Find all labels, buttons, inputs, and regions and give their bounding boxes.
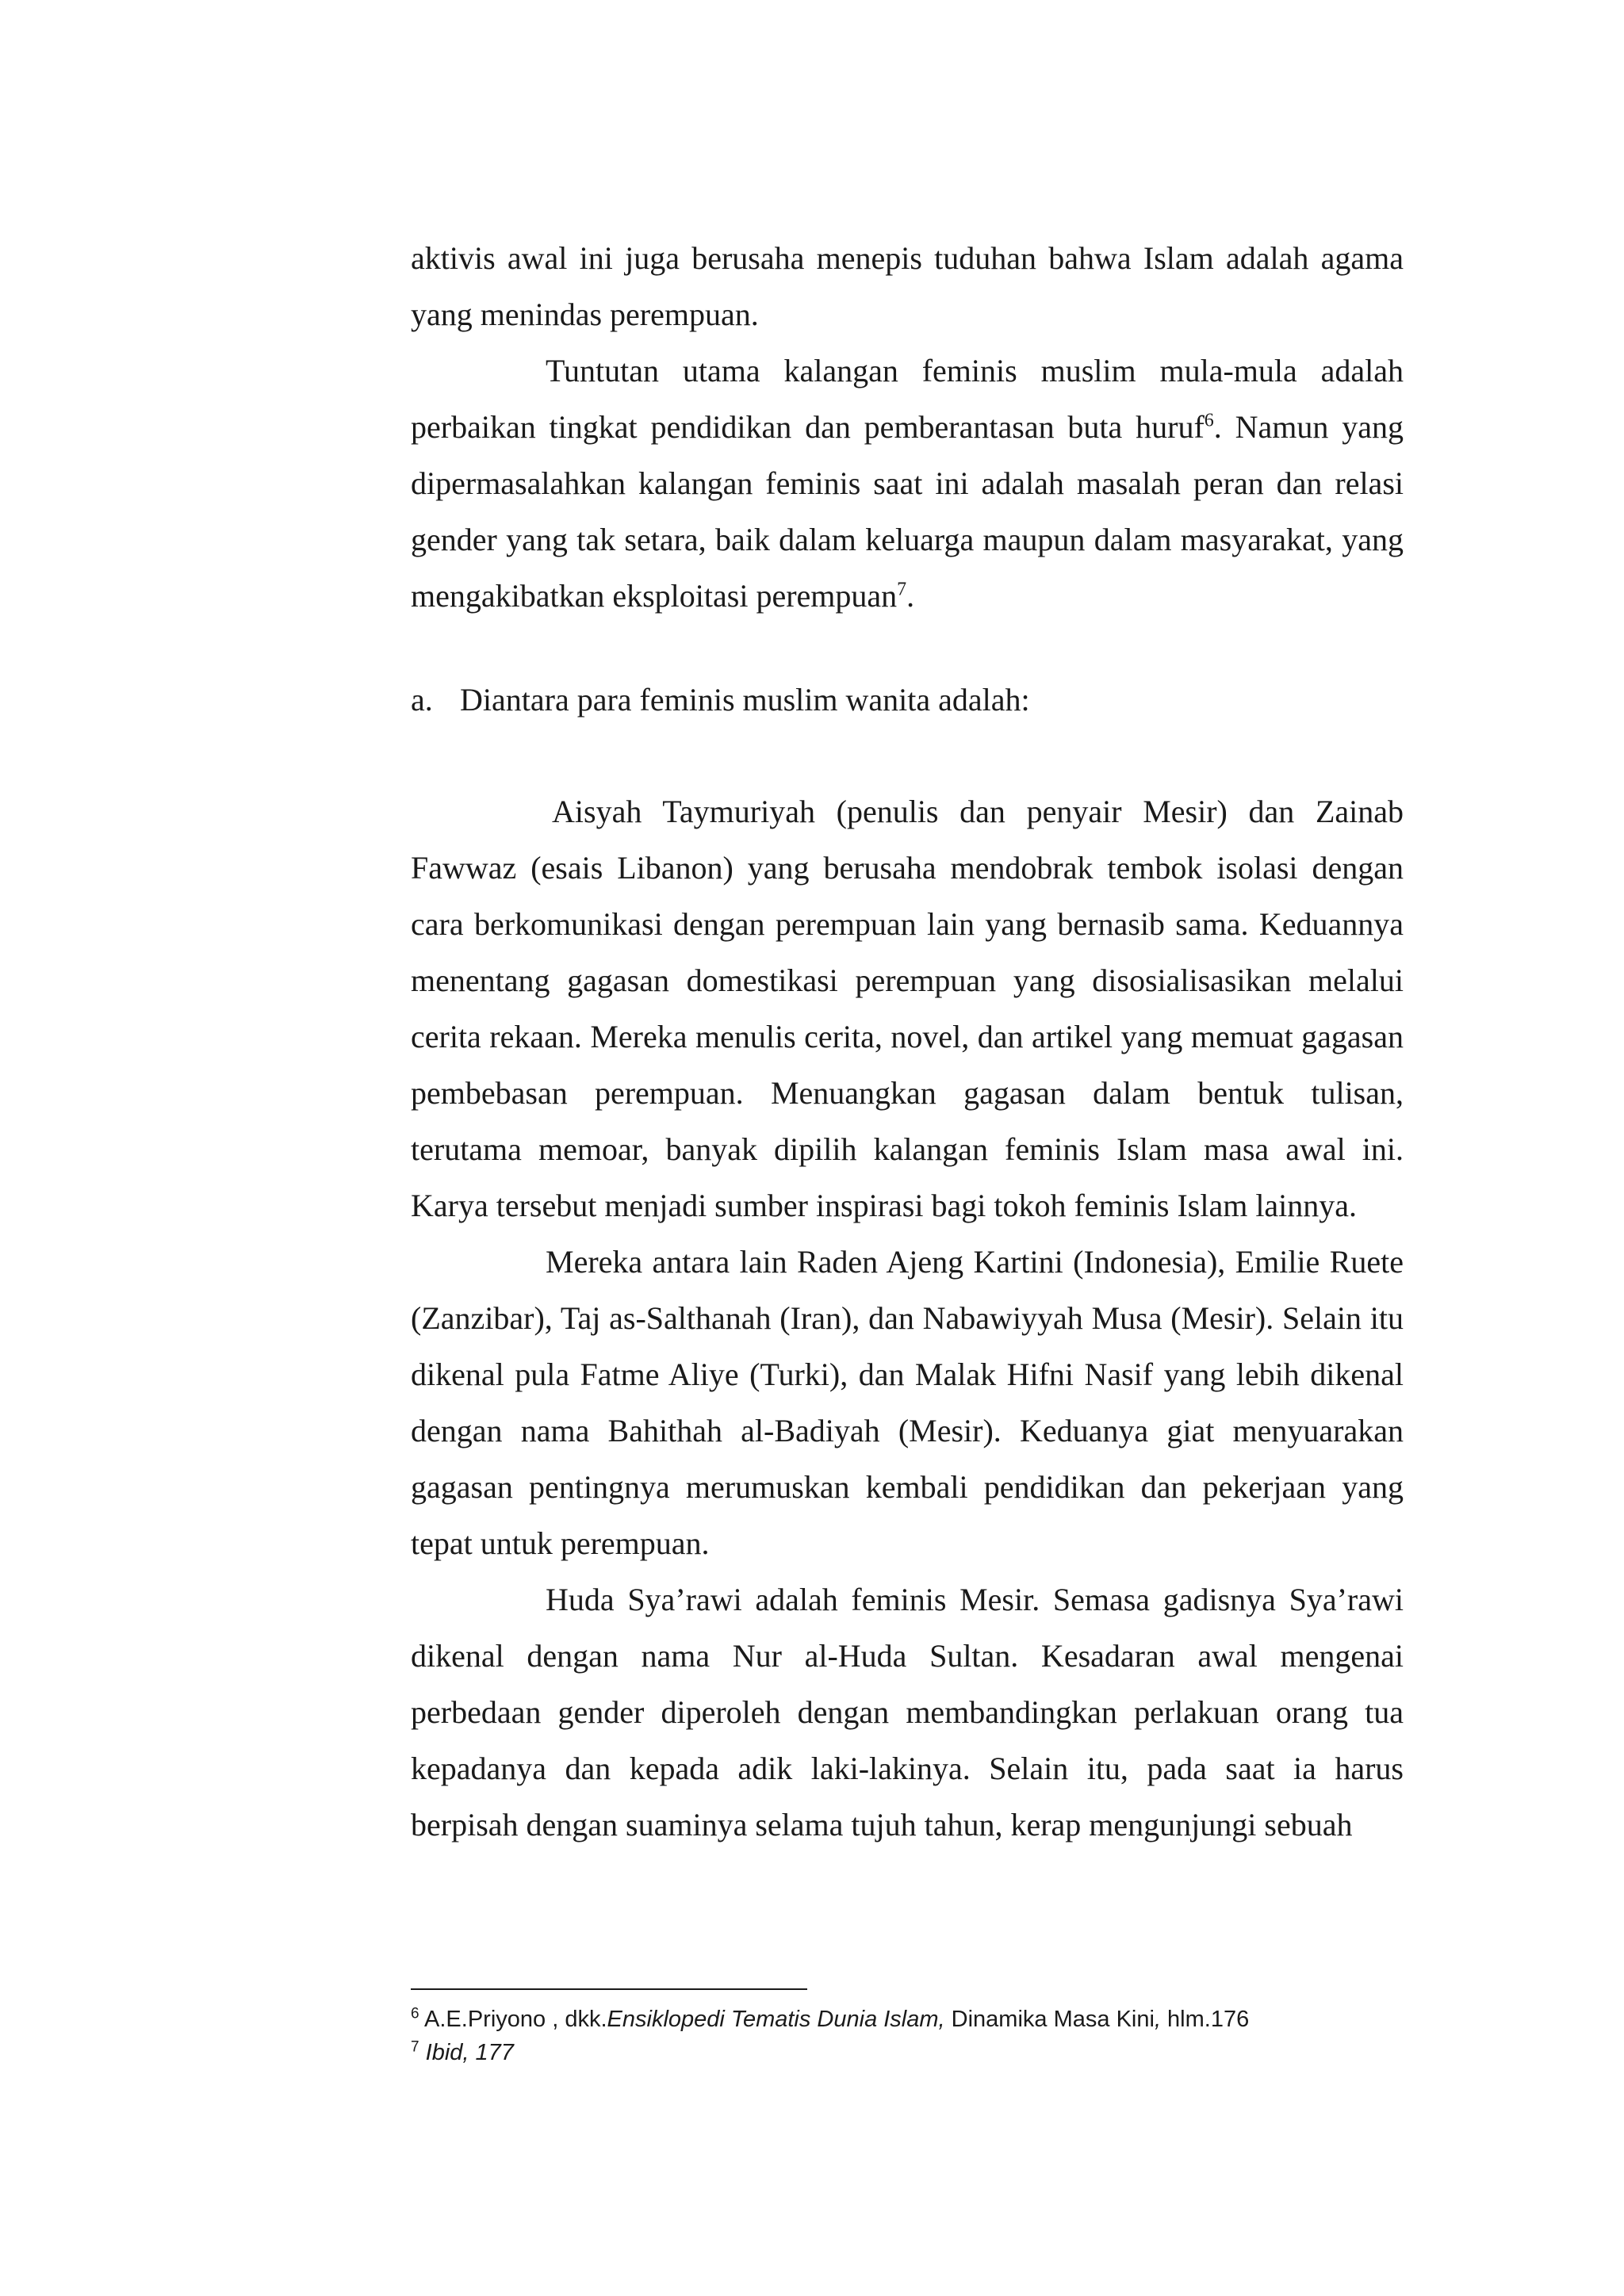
footnote-6-rest: Dinamika Masa Kini (944, 2007, 1155, 2032)
list-item-a (411, 672, 1404, 728)
footnote-7-text: Ibid, 177 (419, 2040, 514, 2065)
main-text (411, 230, 1404, 1853)
paragraph-demands (411, 342, 1404, 624)
paragraph-aisyah: Aisyah Taymuriyah (penulis dan penyair Mesir) dan Zainab Fawwaz (esais Libanon) yang berusaha mendobrak tembok isolasi dengan cara berkomunikasi dengan perempuan lain yang bernasib sama. Keduannya menentang gagasan domestikasi perempuan yang disosialisasikan melalui cerita rekaan. Mereka menulis cerita, novel, dan artikel yang memuat gagasan pembebasan perempuan. Menuangkan gagasan dalam bentuk tulisan, terutama memoar, banyak dipilih kalangan feminis Islam masa awal ini. Karya tersebut menjadi sumber inspirasi bagi tokoh feminis Islam lainnya. (411, 794, 1404, 1223)
footnote-6-comma: , (1154, 2007, 1161, 2032)
footnote-6-author: A.E.Priyono , dkk. (419, 2007, 607, 2032)
paragraph-kartini: Mereka antara lain Raden Ajeng Kartini (Indonesia), Emilie Ruete (Zanzibar), Taj as-Salthanah (Iran), dan Nabawiyyah Musa (Mesir). Selain itu dikenal pula Fatme Aliye (Turki), dan Malak Hifni Nasif yang lebih dikenal dengan nama Bahithah al-Badiyah (Mesir). Keduanya giat menyuarakan gagasan pentingnya merumuskan kembali pendidikan dan pekerjaan yang tepat untuk perempuan. (411, 1244, 1404, 1561)
footnote-divider (411, 1988, 807, 1990)
footnote-7 (411, 2036, 1404, 2069)
footnote-number-7: 7 (411, 2038, 419, 2056)
list-item-text: Diantara para feminis muslim wanita adalah: (460, 682, 1030, 718)
footnote-ref-7[interactable]: 7 (897, 579, 907, 600)
footnote-6-title: Ensiklopedi Tematis Dunia Islam, (607, 2007, 945, 2032)
footnote-ref-6[interactable]: 6 (1204, 410, 1214, 431)
paragraph-demands-text-3: . (906, 578, 915, 614)
paragraph-continuation: aktivis awal ini juga berusaha menepis tuduhan bahwa Islam adalah agama yang menindas perempuan. (411, 240, 1404, 332)
footnotes (411, 2003, 1404, 2069)
footnote-6 (411, 2003, 1404, 2036)
paragraph-demands-text-2: . Namun yang dipermasalahkan kalangan feminis saat ini adalah masalah peran dan relasi gender yang tak setara, baik dalam keluarga maupun dalam masyarakat, yang mengakibatkan eksploitasi perempuan (411, 409, 1404, 614)
paragraph-huda: Huda Sya’rawi adalah feminis Mesir. Semasa gadisnya Sya’rawi dikenal dengan nama Nur al-Huda Sultan. Kesadaran awal mengenai perbedaan gender diperoleh dengan membandingkan perlakuan orang tua kepadanya dan kepada adik laki-lakinya. Selain itu, pada saat ia harus berpisah dengan suaminya selama tujuh tahun, kerap mengunjungi sebuah (411, 1582, 1404, 1843)
list-marker: a. (411, 682, 433, 718)
paragraph-demands-text-1: Tuntutan utama kalangan feminis muslim mula-mula adalah perbaikan tingkat pendidikan dan pemberantasan buta huruf (411, 353, 1404, 445)
footnote-number-6: 6 (411, 2005, 419, 2022)
footnote-6-page: hlm.176 (1161, 2007, 1250, 2032)
